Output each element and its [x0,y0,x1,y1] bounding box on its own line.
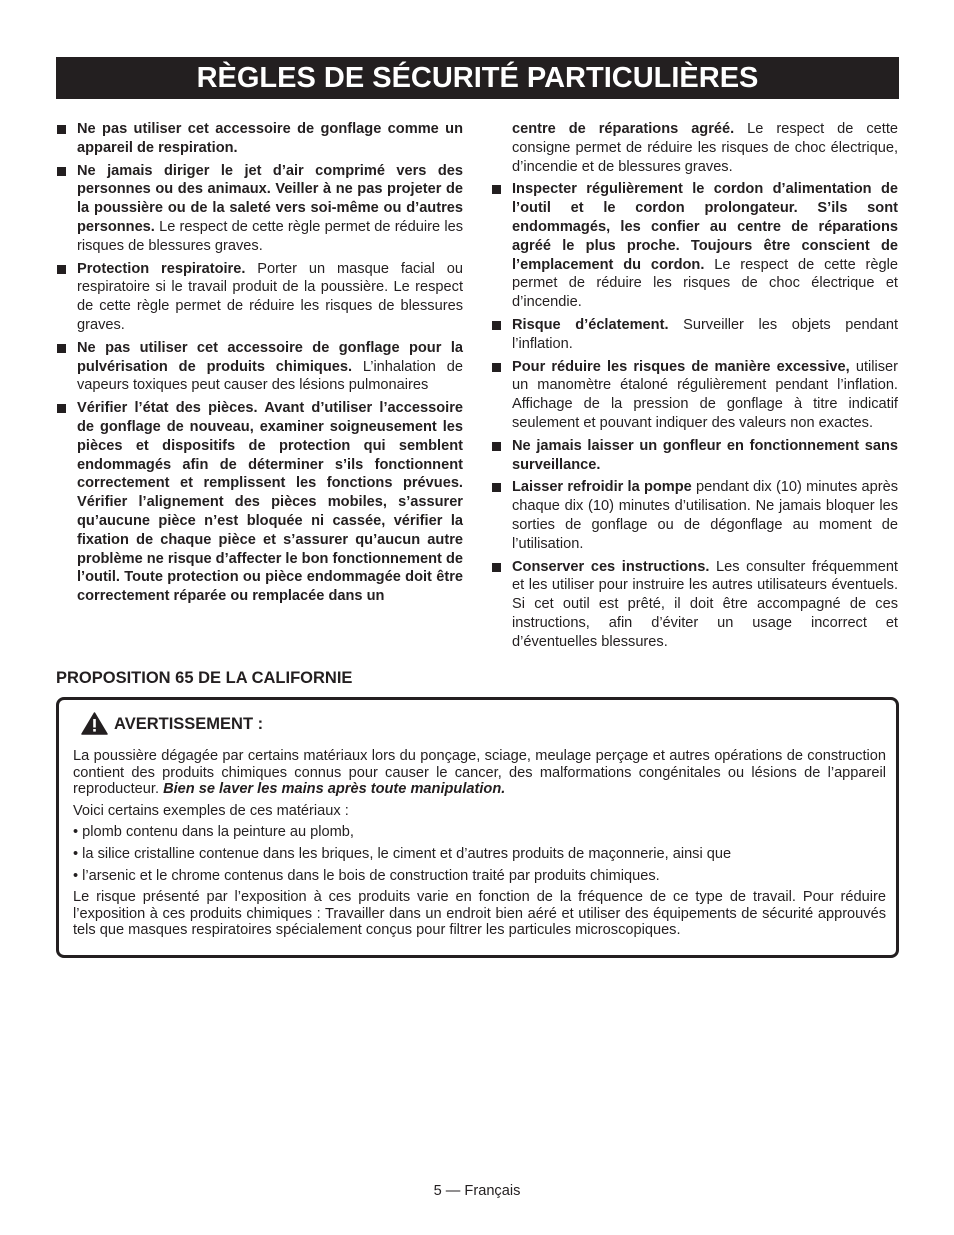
right-column [491,120,898,656]
safety-rule [491,437,898,475]
example-item: • plomb contenu dans la peinture au plomb, [73,824,354,841]
safety-rule [56,339,463,395]
safety-rule [491,358,898,433]
rule-bold-text: Inspecter régulièrement le cordon d’alimentation de l’outil et le cordon prolongateur. S’ils sont endommagés, les confier au centre de réparations agréé le plus proche. Toujours être conscient de l’emplacement du cordon. [512,181,898,273]
rule-bold-text: Risque d’éclatement. [512,316,669,333]
safety-rule [56,120,463,158]
rule-bold-text: Conserver ces instructions. [512,558,710,575]
rule-text: Les consulter fréquemment et les utiliser pour instruire les autres utilisateurs éventuels. Si cet outil est prêté, il doit être accompagné de ces instructions, afin d’éviter un usage incorrect et d’éventuelles blessures. [512,558,898,650]
warning-paragraph: Le risque présenté par l’exposition à ces produits varie en fonction de la fréquence de ce type de travail. Pour réduire l’exposition à ces produits chimiques : Travailler dans un endroit bien aéré et utiliser des équipements de sécurité approuvés tels que masques respiratoires spécialement conçus pour filtrer les particules microscopiques. [73,889,886,939]
safety-rule [56,260,463,335]
warning-paragraph [73,748,886,798]
rule-text: Le respect de cette règle permet de réduire les risques de choc électrique et d’incendie. [512,256,898,311]
rule-bold-text: Ne pas utiliser cet accessoire de gonflage pour la pulvérisation de produits chimiques. [77,339,463,375]
rule-bold-text: Ne jamais diriger le jet d’air comprimé vers des personnes ou des animaux. Veiller à ne pas projeter de la poussière ou de la saleté vers soi-même ou d’autres personnes. [77,162,463,235]
rule-bold-text: Laisser refroidir la pompe [512,479,692,496]
square-bullet-icon [57,125,66,134]
prop65-heading: PROPOSITION 65 DE LA CALIFORNIE [56,669,353,687]
rule-text: pendant dix (10) minutes après chaque dix (10) minutes d’utilisation. Ne jamais bloquer les sorties de gonflage ou de dégonflage au moment de l’utilisation. [512,479,898,552]
rule-text: utiliser un manomètre étaloné régulièrement pendant l’inflation. Affichage de la pression de gonflage à titre indicatif seulement et pouvant indiquer des valeurs non exactes. [512,358,898,431]
rule-bold-text: Ne jamais laisser un gonfleur en fonctionnement sans surveillance. [512,437,898,473]
safety-rule [491,478,898,553]
warning-body [73,748,886,944]
safety-rule-continuation [491,120,898,176]
safety-rule [56,162,463,256]
warning-box [56,697,899,958]
safety-rule [491,316,898,354]
square-bullet-icon [492,483,501,492]
warning-paragraph: Voici certains exemples de ces matériaux : [73,802,349,819]
safety-rule [491,180,898,312]
page-title: RÈGLES DE SÉCURITÉ PARTICULIÈRES [56,57,899,99]
square-bullet-icon [57,265,66,274]
rule-text: Porter un masque facial ou respiratoire si le travail produit de la poussière. Le respect de cette règle permet de réduire les risques de blessures graves. [77,260,464,333]
rule-text: Le respect de cette consigne permet de réduire les risques de choc électrique, d’incendie et de blessures graves. [512,121,898,175]
square-bullet-icon [492,563,501,572]
rule-bold-text: Protection respiratoire. [77,260,246,277]
example-item: • l’arsenic et le chrome contenus dans le bois de construction traité par produits chimiques. [73,867,660,884]
square-bullet-icon [492,363,501,372]
rule-bold-text: Pour réduire les risques de manière excessive, [512,358,850,375]
square-bullet-icon [57,404,66,413]
square-bullet-icon [492,321,501,330]
warning-text: La poussière dégagée par certains matériaux lors du ponçage, sciage, meulage perçage et autres opérations de construction contient des produits chimiques connus pour causer le cancer, des malformations congénitales ou lésions de l’appareil reproducteur. [73,748,886,798]
warning-title: AVERTISSEMENT : [114,715,264,733]
square-bullet-icon [57,344,66,353]
left-column [56,120,463,610]
rule-text: Surveiller les objets pendant l’inflation. [512,316,898,352]
square-bullet-icon [57,167,66,176]
rule-text: Le respect de cette règle permet de réduire les risques de blessures graves. [77,218,463,254]
example-item: • la silice cristalline contenue dans les briques, le ciment et d’autres produits de maçonnerie, ainsi que [73,845,732,862]
safety-rule [491,558,898,652]
rule-bold-text: centre de réparations agréé. [512,121,735,137]
rule-bold-text: Vérifier l’état des pièces. Avant d’utiliser l’accessoire de gonflage de nouveau, examiner soigneusement les pièces et dispositifs de protection qui semblent endommagés afin de déterminer s’ils fonctionnent correctement et remplissent les fonctions prévues. Vérifier l’alignement des pièces mobiles, s’assurer qu’aucune pièce n’est bloquée ni cassée, vérifier la fixation de chaque pièce et s’assurer qu’aucun autre problème ne risque d’affecter le bon fonctionnement de l’outil. Toute protection ou pièce endommagée doit être correctement réparée ou remplacée dans un [77,400,463,605]
warning-triangle-icon [81,712,108,735]
page-footer: 5 — Français [433,1183,521,1199]
warning-emphasis: Bien se laver les mains après toute manipulation. [163,781,506,798]
square-bullet-icon [492,442,501,451]
square-bullet-icon [492,185,501,194]
safety-rule [56,399,463,606]
rule-text: L’inhalation de vapeurs toxiques peut causer des lésions pulmonaires [77,358,464,394]
rule-bold-text: Ne pas utiliser cet accessoire de gonflage comme un appareil de respiration. [77,121,463,156]
